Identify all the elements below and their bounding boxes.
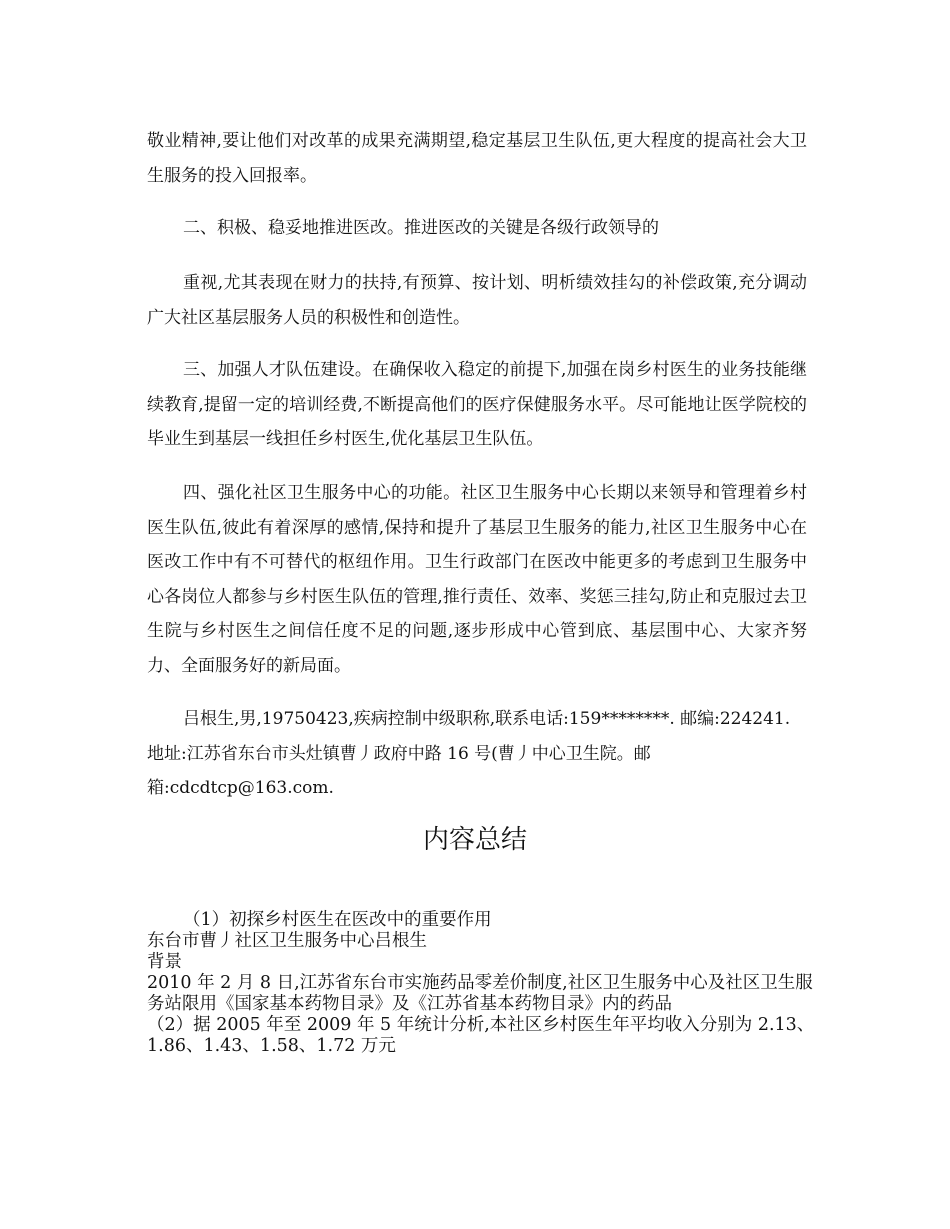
summary-line: 背景 xyxy=(147,952,182,972)
summary-line: （1）初探乡村医生在医改中的重要作用 xyxy=(183,910,492,930)
summary-title: 内容总结 xyxy=(422,825,527,855)
author-info xyxy=(147,702,807,806)
paragraph-section-two-heading: 二、积极、稳妥地推进医改。推进医改的关键是各级行政领导的 xyxy=(183,218,659,238)
paragraph-continuation: 敬业精神,要让他们对改革的成果充满期望,稳定基层卫生队伍,更大程度的提高社会大卫生服务的投入回报率。 xyxy=(147,131,807,186)
paragraph-section-two-body: 重视,尤其表现在财力的扶持,有预算、按计划、明析绩效挂勾的补偿政策,充分调动广大社区基层服务人员的积极性和创造性。 xyxy=(147,273,807,328)
author-info-line: 箱:cdcdtcp@163.com. xyxy=(147,778,334,798)
paragraph-section-four: 四、强化社区卫生服务中心的功能。社区卫生服务中心长期以来领导和管理着乡村医生队伍,彼此有着深厚的感情,保持和提升了基层卫生服务的能力,社区卫生服务中心在医改工作中有不可替代的枢纽作用。卫生行政部门在医改中能更多的考虑到卫生服务中心各岗位人都参与乡村医生队伍的管理,推行责任、效率、奖惩三挂勾,防止和克服过去卫生院与乡村医生之间信任度不足的问题,逐步形成中心管到底、基层围中心、大家齐努力、全面服务好的新局面。 xyxy=(147,483,807,676)
summary-line: 2010 年 2 月 8 日,江苏省东台市实施药品零差价制度,社区卫生服务中心及社区卫生服务站限用《国家基本药物目录》及《江苏省基本药物目录》内的药品 xyxy=(147,973,813,1014)
paragraph-section-three: 三、加强人才队伍建设。在确保收入稳定的前提下,加强在岗乡村医生的业务技能继续教育,提留一定的培训经费,不断提高他们的医疗保健服务水平。尽可能地让医学院校的毕业生到基层一线担任乡村医生,优化基层卫生队伍。 xyxy=(147,360,807,449)
author-info-line: 地址:江苏省东台市头灶镇曹丿政府中路 16 号(曹丿中心卫生院。邮 xyxy=(147,743,651,764)
summary-block xyxy=(147,910,817,1057)
summary-line: （2）据 2005 年至 2009 年 5 年统计分析,本社区乡村医生年平均收入分别为 2.13、1.86、1.43、1.58、1.72 万元 xyxy=(147,1015,815,1056)
author-info-line: 吕根生,男,19750423,疾病控制中级职称,联系电话:159********. 邮编:224241. xyxy=(183,709,791,729)
summary-line: 东台市曹丿社区卫生服务中心吕根生 xyxy=(147,931,427,951)
